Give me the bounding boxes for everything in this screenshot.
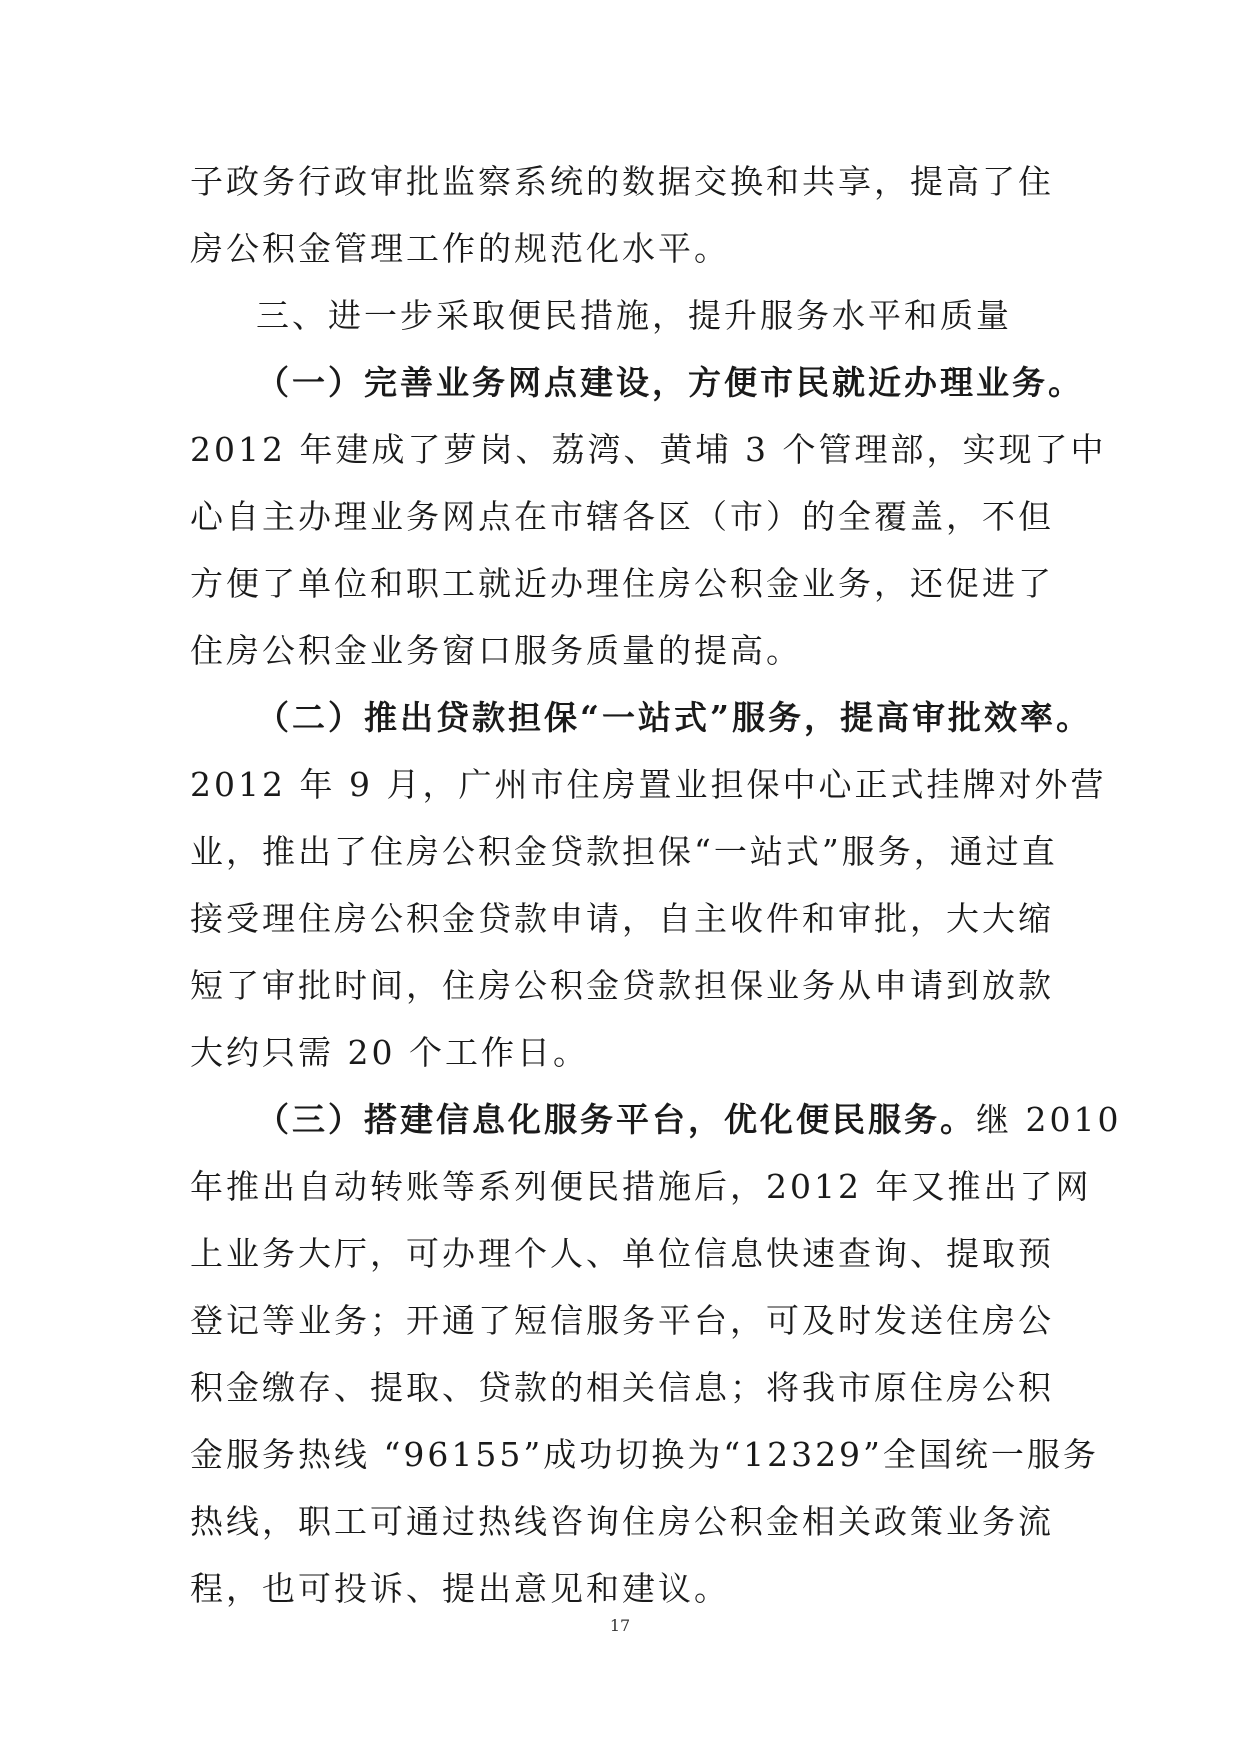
paragraph-run: 继 2010 xyxy=(976,1100,1122,1139)
paragraph-line: 住房公积金业务窗口服务质量的提高。 xyxy=(190,631,802,670)
paragraph-line: 方便了单位和职工就近办理住房公积金业务，还促进了 xyxy=(190,564,1054,603)
body-text xyxy=(190,148,1122,1622)
mixed-line xyxy=(190,1086,1122,1153)
paragraph-line: 热线，职工可通过热线咨询住房公积金相关政策业务流 xyxy=(190,1502,1054,1541)
paragraph-line: 登记等业务；开通了短信服务平台，可及时发送住房公 xyxy=(190,1301,1054,1340)
subsection-heading: （二）推出贷款担保“一站式”服务，提高审批效率。 xyxy=(256,698,1092,737)
paragraph-line: 子政务行政审批监察系统的数据交换和共享，提高了住 xyxy=(190,162,1054,201)
paragraph-line: 上业务大厅，可办理个人、单位信息快速查询、提取预 xyxy=(190,1234,1054,1273)
subsection-heading: （一）完善业务网点建设，方便市民就近办理业务。 xyxy=(256,363,1084,402)
paragraph-line: 程，也可投诉、提出意见和建议。 xyxy=(190,1569,730,1608)
paragraph-line: 2012 年建成了萝岗、荔湾、黄埔 3 个管理部，实现了中 xyxy=(190,430,1107,469)
paragraph-line: 接受理住房公积金贷款申请，自主收件和审批，大大缩 xyxy=(190,899,1054,938)
subsection-heading: （三）搭建信息化服务平台，优化便民服务。 xyxy=(256,1100,976,1139)
paragraph-line: 金服务热线 “96155”成功切换为“12329”全国统一服务 xyxy=(190,1435,1099,1474)
paragraph-line: 房公积金管理工作的规范化水平。 xyxy=(190,229,730,268)
paragraph-line: 年推出自动转账等系列便民措施后，2012 年又推出了网 xyxy=(190,1167,1092,1206)
paragraph-line: 业，推出了住房公积金贷款担保“一站式”服务，通过直 xyxy=(190,832,1058,871)
section-heading: 三、进一步采取便民措施，提升服务水平和质量 xyxy=(256,296,1012,335)
paragraph-line: 积金缴存、提取、贷款的相关信息；将我市原住房公积 xyxy=(190,1368,1054,1407)
paragraph-line: 大约只需 20 个工作日。 xyxy=(190,1033,589,1072)
paragraph-line: 2012 年 9 月，广州市住房置业担保中心正式挂牌对外营 xyxy=(190,765,1107,804)
page-number: 17 xyxy=(609,1616,631,1635)
paragraph-line: 短了审批时间，住房公积金贷款担保业务从申请到放款 xyxy=(190,966,1054,1005)
paragraph-line: 心自主办理业务网点在市辖各区（市）的全覆盖，不但 xyxy=(190,497,1054,536)
